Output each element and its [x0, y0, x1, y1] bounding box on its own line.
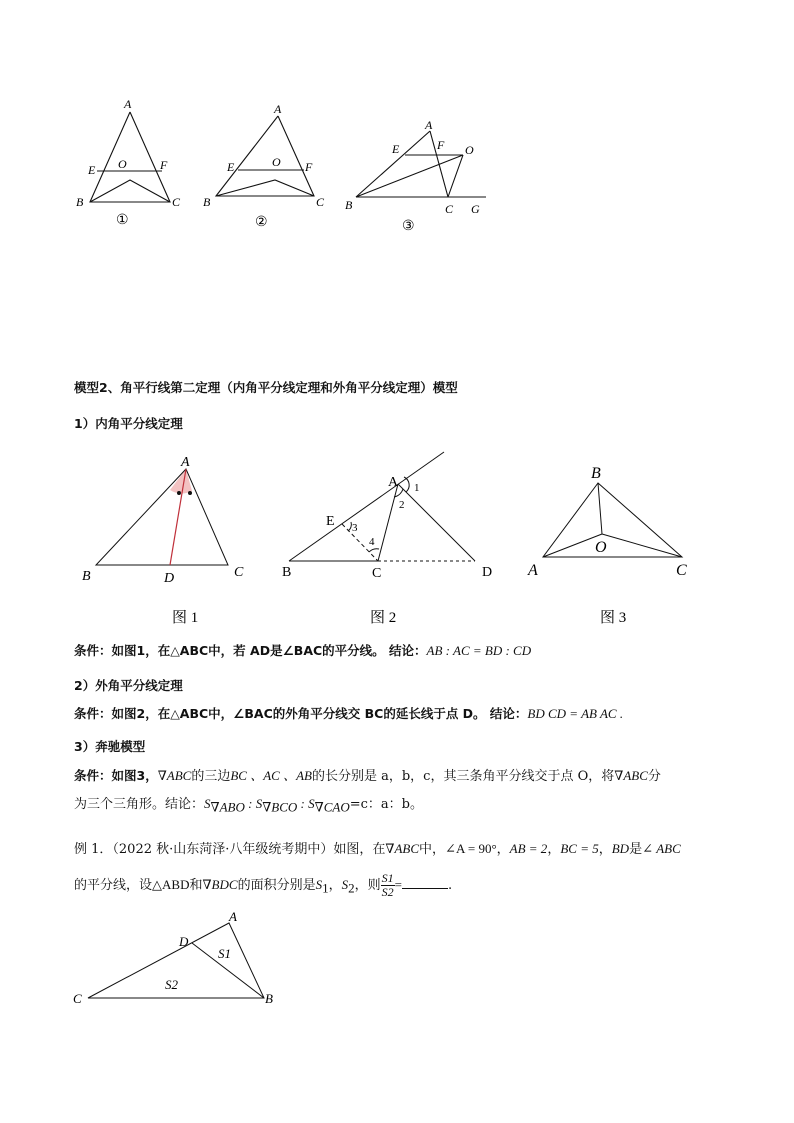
example-1-s1: S	[315, 877, 323, 892]
condition-2-formula: BD CD = AB AC .	[527, 706, 624, 721]
condition-3-prefix: 条件：如图3，	[74, 768, 158, 783]
model2-fig3-label-C: C	[676, 562, 687, 579]
model2-fig3-label-A: A	[528, 562, 538, 579]
model2-fig2-angle-4: 4	[369, 536, 375, 548]
area-bco: S	[255, 796, 263, 811]
model2-fig3-triangle	[543, 483, 682, 557]
fig2-label-E: E	[227, 160, 235, 174]
model2-fig3-label-O: O	[595, 539, 607, 556]
figure-2-triangle	[216, 116, 314, 196]
example-1-line-2: 的平分线，设△ABD和∇BDC的面积分别是$S_1$，$S_2$，则 $\frac{S1}{S2}$ = .	[74, 871, 453, 899]
fig1-label-A: A	[124, 97, 132, 111]
fig1-label-F: F	[160, 158, 168, 172]
condition-3-triangle-2: ∇ABC	[614, 768, 648, 783]
condition-3-triangle: ∇ABC	[157, 768, 192, 783]
example-1-abd: △ABD	[152, 877, 190, 892]
fig3-label-C: C	[445, 202, 454, 216]
example-fig-label-S1: S1	[218, 946, 231, 961]
model2-subheading-1: 1）内角平分线定理	[74, 416, 183, 431]
model2-figures	[0, 440, 794, 630]
model2-fig2-caption: 图 2	[370, 610, 397, 626]
example-1-s1-sub: 1	[322, 880, 329, 896]
example-1-mid2: 是	[629, 842, 643, 857]
model2-fig1-caption: 图 1	[172, 610, 199, 626]
example-1-and: 和	[189, 878, 203, 893]
model2-fig2-angle-3: 3	[352, 522, 358, 534]
example-1-line2-a: 的平分线，设	[74, 878, 153, 893]
fig2-label-A: A	[274, 102, 282, 116]
area-abo-sub: ∇ABO	[210, 799, 245, 815]
example-1-mid: 中，	[419, 842, 446, 857]
model2-fig2-angle-2: 2	[399, 499, 405, 511]
model2-fig1-label-B: B	[82, 569, 91, 584]
area-cao: S	[308, 796, 315, 811]
example-1-s2-sub: 2	[348, 880, 355, 896]
condition-3-text-b: 的三边	[191, 769, 231, 784]
example-fig-label-B: B	[265, 991, 273, 1006]
example-fig-label-C: C	[73, 991, 82, 1006]
condition-3-line-2: 为三个三角形。结论：$S_{\nabla ABO}$ : $S_{\nabla BCO}$ : $S_{\nabla CAO}=c$：a：b。	[74, 796, 423, 815]
condition-1-text: 条件：如图1，在△ABC中，若 AD是∠BAC的平分线。 结论：	[74, 643, 427, 658]
fig2-label-O: O	[272, 155, 281, 169]
fig1-label-O: O	[118, 157, 127, 171]
top-figures	[0, 90, 794, 250]
model2-fig1-triangle	[96, 469, 228, 565]
fig1-label-E: E	[88, 163, 96, 177]
example-1-angle: ∠A = 90°	[445, 841, 497, 856]
area-bco-sub: ∇BCO	[262, 799, 298, 815]
example-1-bdc: ∇BDC	[202, 877, 238, 892]
fig3-label-F: F	[437, 138, 445, 152]
condition-3-text-c: 的长分别是 a，b，c，其三条角平分线交于点 O，将	[311, 769, 615, 784]
fig2-label-F: F	[305, 160, 313, 174]
fig2-label-B: B	[203, 195, 211, 209]
fig3-label-A: A	[425, 118, 433, 132]
condition-2	[74, 703, 623, 725]
area-abo: S	[204, 796, 211, 811]
example-fig-label-A: A	[229, 909, 237, 924]
fig2-label-C: C	[316, 195, 325, 209]
example-1-line2-b: 的面积分别是	[237, 878, 316, 893]
example-1-angle-abc: ∠ ABC	[642, 841, 681, 856]
example-1-triangle: ∇ABC	[385, 841, 420, 856]
condition-1	[74, 640, 531, 662]
example-1-fraction	[381, 872, 395, 899]
fig3-label-O: O	[465, 143, 474, 157]
condition-3-text-d: 分	[647, 769, 661, 784]
example-fig-label-D: D	[179, 934, 189, 949]
model2-fig2-label-A: A	[388, 475, 399, 490]
fig3-label-E: E	[392, 142, 400, 156]
area-cao-sub: ∇CAO	[314, 799, 350, 815]
model2-title: 模型2、角平行线第二定理（内角平分线定理和外角平分线定理）模型	[74, 380, 458, 395]
model2-fig2-triangle	[289, 452, 475, 561]
condition-2-text: 条件：如图2，在△ABC中，∠BAC的外角平分线交 BC的延长线于点 D。 结论：	[74, 706, 528, 721]
example-1-ab: AB = 2	[509, 841, 548, 856]
model2-fig2-label-E: E	[326, 514, 335, 529]
model2-fig2-label-D: D	[482, 565, 493, 580]
example-fig-label-S2: S2	[165, 977, 178, 992]
model2-subheading-2: 2）外角平分线定理	[74, 678, 183, 693]
answer-blank[interactable]	[402, 874, 448, 889]
condition-1-formula: AB : AC = BD : CD	[426, 643, 532, 658]
model2-subheading-3: 3）奔驰模型	[74, 739, 146, 754]
fig1-caption: ①	[116, 213, 129, 228]
example-1-equals: =	[394, 877, 402, 892]
fig1-label-C: C	[172, 195, 181, 209]
model2-fig2-label-C: C	[372, 566, 382, 581]
model2-fig2-angle-1: 1	[414, 482, 420, 494]
example-1-s2: S	[341, 877, 349, 892]
fraction-denominator: S2	[381, 885, 394, 899]
example-1-line-1: 例 1．（2022 秋·山东菏泽·八年级统考期中）如图，在∇ABC中，∠A = 90°，AB = 2，BC = 5，BD是∠ ABC	[74, 841, 681, 857]
model2-fig3-caption: 图 3	[600, 610, 627, 626]
fig3-caption: ③	[402, 219, 415, 234]
figure-3-triangle	[356, 131, 486, 197]
model2-fig1-label-C: C	[234, 565, 244, 580]
example-1-prefix: 例 1．（2022 秋·山东菏泽·八年级统考期中）如图，在	[74, 842, 386, 857]
example-1-end: .	[447, 878, 453, 893]
model2-fig1-label-D: D	[164, 571, 175, 586]
fraction-numerator: S1	[381, 871, 394, 885]
condition-3-line-1	[74, 765, 661, 788]
fig3-label-G: G	[471, 202, 480, 216]
example-1-then: ，则	[354, 878, 381, 893]
example-1-bc: BC = 5	[560, 841, 599, 856]
condition-3-sides: BC 、AC 、AB	[230, 768, 312, 783]
example-1-figure	[0, 900, 794, 1020]
fig3-label-B: B	[345, 198, 353, 212]
condition-3-conclusion-label: 为三个三角形。结论：	[74, 797, 205, 812]
fig1-label-B: B	[76, 195, 84, 209]
condition-3-ratio: =c：a：b。	[349, 797, 423, 812]
figure-1-triangle	[90, 112, 170, 202]
model2-fig3-label-B: B	[591, 465, 601, 482]
example-1-bd: BD	[611, 841, 630, 856]
fig2-caption: ②	[255, 215, 268, 230]
model2-fig2-label-B: B	[282, 565, 292, 580]
model2-fig1-label-A: A	[181, 455, 190, 470]
